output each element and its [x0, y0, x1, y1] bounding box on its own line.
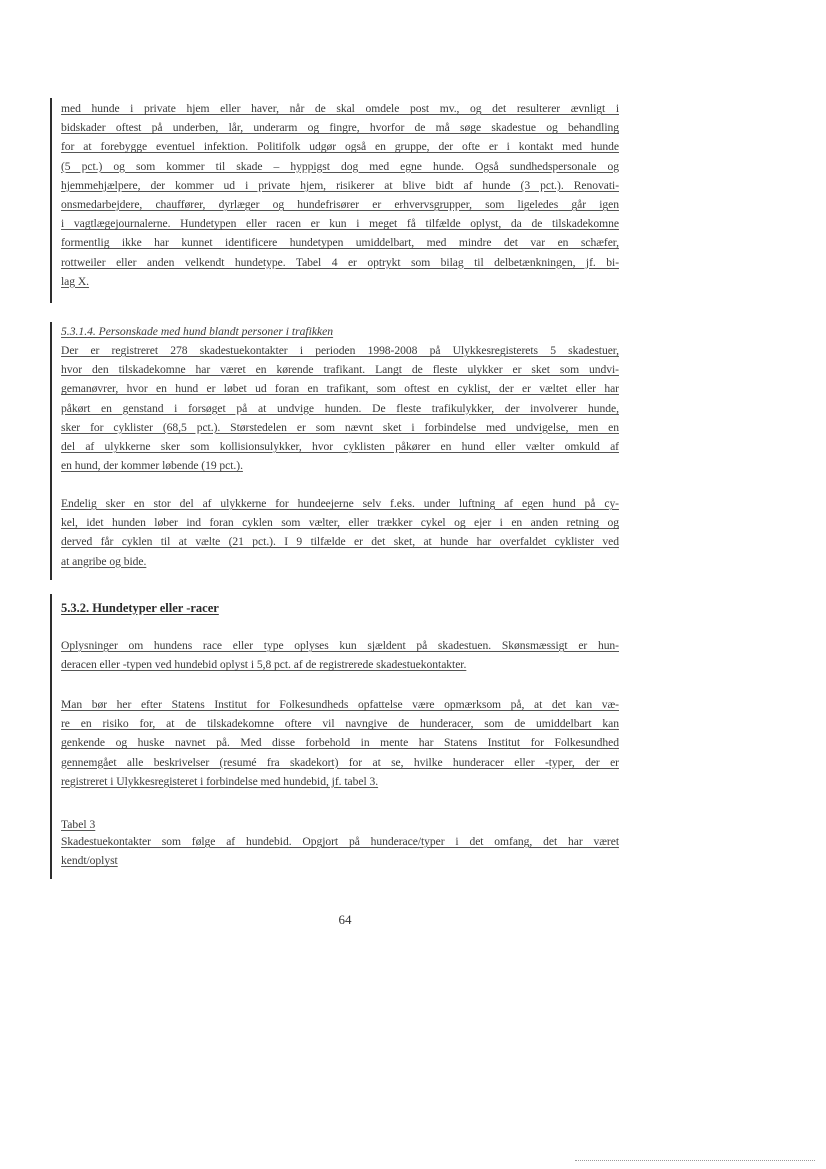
- text-line: Skadestuekontakter som følge af hundebid. Opgjort på hunderace/typer i det omfang, det har været: [61, 835, 619, 848]
- text-line: Oplysninger om hundens race eller type oplyses kun sjældent på skadestuen. Skønsmæssigt er hun-: [61, 639, 619, 652]
- text-line: genkende og huske navnet på. Med disse forbehold in mente har Statens Institut for Folkesundhed: [61, 736, 619, 750]
- text-line: deracen eller -typen ved hundebid oplyst i 5,8 pct. af de registrerede skadestuekontakter.: [61, 658, 467, 672]
- text-line: en hund, der kommer løbende (19 pct.).: [61, 459, 243, 473]
- table-caption: [61, 832, 619, 870]
- text-line: gemanøvrer, hvor en hund er løbet ud foran en trafikant, som oftest en cyklist, der er væltet eller har: [61, 382, 619, 396]
- text-line: sker for cyklister (68,5 pct.). Størstedelen er som nævnt sket i forbindelse med undvigelse, men en: [61, 420, 619, 434]
- paragraph-traffic-injuries: [61, 341, 619, 475]
- text-line: kendt/oplyst: [61, 854, 118, 868]
- section-heading: 5.3.2. Hundetyper eller -racer: [61, 601, 219, 615]
- text-line: i vagtlægejournalerne. Hundetypen eller racen er kun i meget få tilfælde oplyst, da de tilskadekomne: [61, 217, 619, 231]
- text-line: hvor den tilskadekomne har været en kørende trafikant. Langt de fleste ulykker er sket som undvi-: [61, 363, 619, 377]
- table-label: Tabel 3: [61, 818, 96, 831]
- scan-edge-artifact: [575, 1160, 815, 1162]
- text-line: hjemmehjælpere, der kommer ud i private hjem, risikerer at blive bidt af hunde (3 pct.). Renovati-: [61, 178, 619, 192]
- change-bar: [50, 98, 52, 303]
- page-number: 64: [338, 912, 352, 927]
- paragraph-dog-bite-occupations: [61, 99, 619, 291]
- text-line: Man bør her efter Statens Institut for Folkesundheds opfattelse være opmærksom på, at det kan væ-: [61, 698, 619, 711]
- text-line: gennemgået alle beskrivelser (resumé fra skadekort) for at se, hvilke hunderacer eller -typer, der er: [61, 755, 619, 769]
- text-line: med hunde i private hjem eller haver, når de skal omdele post mv., og det resulterer ævnligt i: [61, 102, 619, 115]
- text-line: påkørt en genstand i forsøget på at undvige hunden. De fleste trafikulykker, der involverer hunde,: [61, 401, 619, 415]
- text-line: for at forebygge eventuel infektion. Politifolk udgør også en gruppe, der ofte er i kontakt med hunde: [61, 140, 619, 154]
- subsection-heading: 5.3.1.4. Personskade med hund blandt personer i trafikken: [61, 325, 334, 338]
- text-line: onsmedarbejdere, chauffører, dyrlæger og hundefrisører er erhvervsgrupper, som ligeledes går igen: [61, 197, 619, 211]
- paragraph-dog-owners-cycling: [61, 494, 619, 571]
- text-line: (5 pct.) og som kommer til skade – hyppigst dog med egne hunde. Også sundhedspersonale og: [61, 159, 619, 173]
- text-line: Der er registreret 278 skadestuekontakter i perioden 1998-2008 på Ulykkesregisterets 5 skadestuer,: [61, 344, 619, 357]
- text-line: del af ulykkerne sker som kollisionsulykker, hvor cyklisten påkører en hund eller vælter omkuld af: [61, 439, 619, 453]
- text-line: derved får cyklen til at vælte (21 pct.). I 9 tilfælde er det sket, at hunde har overfaldet cyklister ved: [61, 535, 619, 549]
- change-bar: [50, 594, 52, 879]
- text-line: Endelig sker en stor del af ulykkerne for hundeejerne selv f.eks. under luftning af egen hund på cy-: [61, 497, 619, 510]
- text-line: at angribe og bide.: [61, 554, 147, 568]
- change-bar: [50, 322, 52, 580]
- text-line: lag X.: [61, 274, 90, 288]
- paragraph-institute-reservation: [61, 695, 619, 791]
- text-line: rottweiler eller anden velkendt hundetype. Tabel 4 er optrykt som bilag til delbetænkningen, jf. bi-: [61, 255, 619, 269]
- text-line: formentlig ikke har kunnet identificere hundetypen umiddelbart, med mindre det var en schæfer,: [61, 236, 619, 250]
- text-line: bidskader oftest på underben, lår, underarm og fingre, hvorfor de må søge skadestue og behandling: [61, 121, 619, 135]
- text-line: kel, idet hunden løber ind foran cyklen som vælter, eller trækker cykel og ejer i en anden retning og: [61, 516, 619, 530]
- text-line: registreret i Ulykkesregisteret i forbindelse med hundebid, jf. tabel 3.: [61, 774, 379, 788]
- text-line: re en risiko for, at de tilskadekomne oftere vil navngive de hunderacer, som de umiddelbart kan: [61, 717, 619, 731]
- paragraph-breed-reporting: [61, 636, 619, 674]
